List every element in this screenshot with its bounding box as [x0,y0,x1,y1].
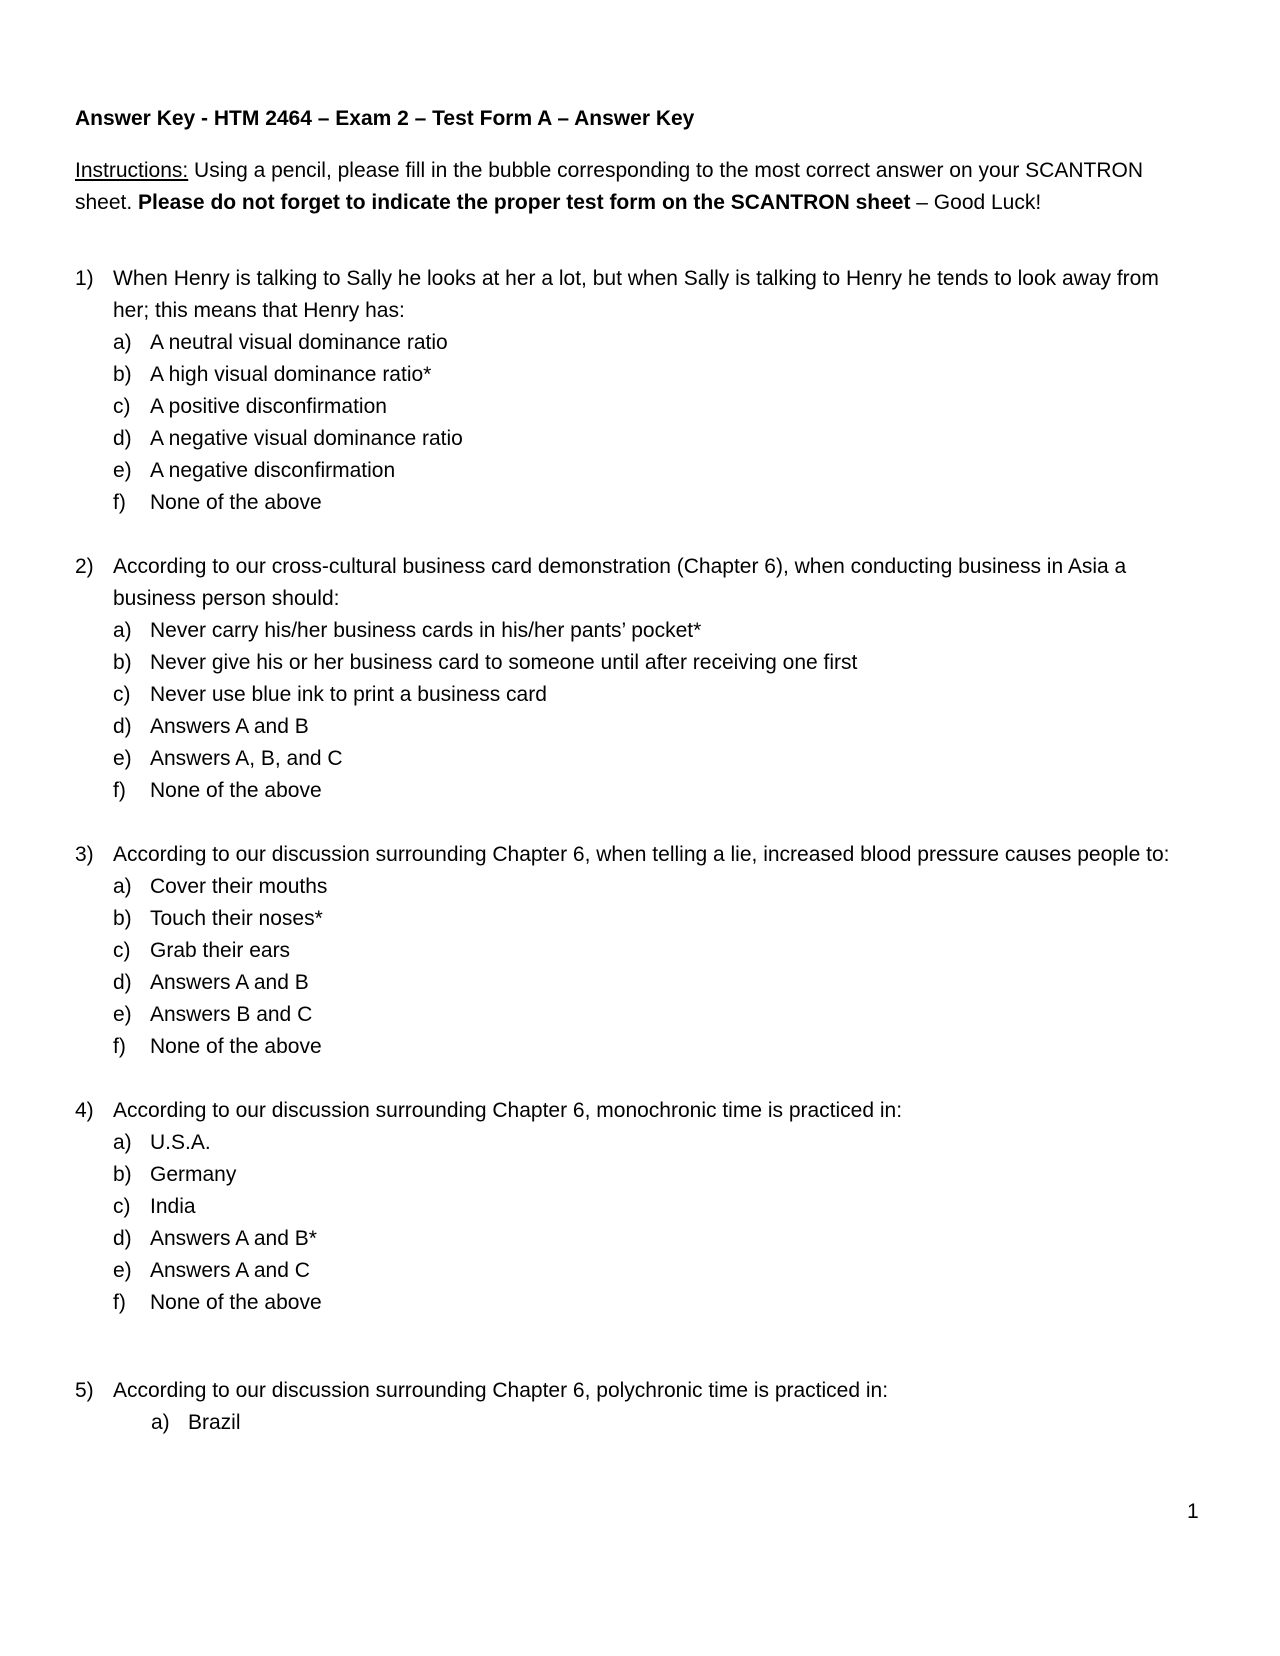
option-text: Never carry his/her business cards in his/her pants’ pocket* [150,619,702,642]
answer-option [113,1287,1185,1319]
option-text: Never give his or her business card to someone until after receiving one first [150,651,858,674]
option-letter: c) [113,1195,131,1218]
answer-option [113,647,1185,679]
option-text: Answers A and B [150,715,309,738]
question-text: When Henry is talking to Sally he looks at her a lot, but when Sally is talking to Henry he tends to look away from her; this means that Henry has: [113,267,1159,322]
option-letter: a) [151,1411,170,1434]
option-letter: d) [113,971,132,994]
option-letter: e) [113,459,132,482]
option-letter: f) [113,1035,126,1058]
answer-option [113,1223,1185,1255]
option-letter: f) [113,779,126,802]
answer-option [151,1407,1185,1439]
page-number: 1 [1187,1500,1199,1523]
answer-option [113,679,1185,711]
question-4 [75,1095,1185,1319]
option-text: India [150,1195,196,1218]
question-2 [75,551,1185,807]
answer-option [113,999,1185,1031]
option-text: Brazil [188,1411,241,1434]
answer-option [113,391,1185,423]
instructions-paragraph [75,155,1185,219]
option-text: None of the above [150,1035,322,1058]
answer-option [113,1255,1185,1287]
option-letter: c) [113,939,131,962]
option-text: None of the above [150,779,322,802]
answer-option [113,455,1185,487]
option-letter: c) [113,683,131,706]
answer-option [113,359,1185,391]
option-letter: b) [113,907,132,930]
option-letter: e) [113,747,132,770]
instructions-tail: – Good Luck! [910,191,1042,214]
option-letter: b) [113,1163,132,1186]
answer-option [113,615,1185,647]
option-text: Never use blue ink to print a business card [150,683,547,706]
question-number: 1) [75,267,94,290]
answer-option [113,1191,1185,1223]
instructions-label: Instructions: [75,159,189,182]
question-1 [75,263,1185,519]
answer-option [113,711,1185,743]
option-letter: b) [113,363,132,386]
question-number: 5) [75,1379,94,1402]
document-page [75,103,1185,1471]
option-text: U.S.A. [150,1131,211,1154]
option-text: Grab their ears [150,939,291,962]
option-text: Touch their noses* [150,907,323,930]
option-letter: e) [113,1003,132,1026]
answer-option [113,1031,1185,1063]
option-text: Answers A and B* [150,1227,317,1250]
answer-option [113,1127,1185,1159]
answer-option [113,967,1185,999]
answer-option [113,1159,1185,1191]
option-letter: d) [113,715,132,738]
answer-option [113,935,1185,967]
answer-option [113,487,1185,519]
question-number: 3) [75,843,94,866]
option-text: Answers B and C [150,1003,313,1026]
answer-option [113,327,1185,359]
option-text: None of the above [150,1291,322,1314]
option-letter: f) [113,1291,126,1314]
answer-option [113,903,1185,935]
option-text: A negative disconfirmation [150,459,396,482]
instructions-text: Using a pencil, please fill in the bubble corresponding to the most correct answer on your SCANTRON sheet. [75,159,1144,214]
option-letter: c) [113,395,131,418]
option-letter: a) [113,331,132,354]
option-text: A positive disconfirmation [150,395,387,418]
question-number: 2) [75,555,94,578]
option-text: Answers A and C [150,1259,310,1282]
instructions-bold-warning: Please do not forget to indicate the proper test form on the SCANTRON sheet [138,191,911,214]
question-text: According to our discussion surrounding Chapter 6, polychronic time is practiced in: [113,1379,889,1402]
option-text: A neutral visual dominance ratio [150,331,448,354]
option-letter: e) [113,1259,132,1282]
answer-option [113,775,1185,807]
option-text: Answers A and B [150,971,309,994]
question-text: According to our discussion surrounding Chapter 6, when telling a lie, increased blood pressure causes people to: [113,843,1170,866]
option-letter: d) [113,427,132,450]
question-3 [75,839,1185,1063]
question-text: According to our discussion surrounding Chapter 6, monochronic time is practiced in: [113,1099,903,1122]
option-letter: b) [113,651,132,674]
option-text: Germany [150,1163,237,1186]
question-5 [75,1375,1185,1439]
document-title: Answer Key - HTM 2464 – Exam 2 – Test Form A – Answer Key [75,107,695,130]
question-number: 4) [75,1099,94,1122]
option-text: A negative visual dominance ratio [150,427,463,450]
option-letter: d) [113,1227,132,1250]
answer-option [113,871,1185,903]
answer-option [113,423,1185,455]
option-letter: a) [113,619,132,642]
option-letter: a) [113,1131,132,1154]
option-text: Cover their mouths [150,875,328,898]
option-text: A high visual dominance ratio* [150,363,432,386]
option-text: None of the above [150,491,322,514]
question-text: According to our cross-cultural business card demonstration (Chapter 6), when conducting business in Asia a business person should: [113,555,1127,610]
option-text: Answers A, B, and C [150,747,343,770]
option-letter: a) [113,875,132,898]
answer-option [113,743,1185,775]
option-letter: f) [113,491,126,514]
